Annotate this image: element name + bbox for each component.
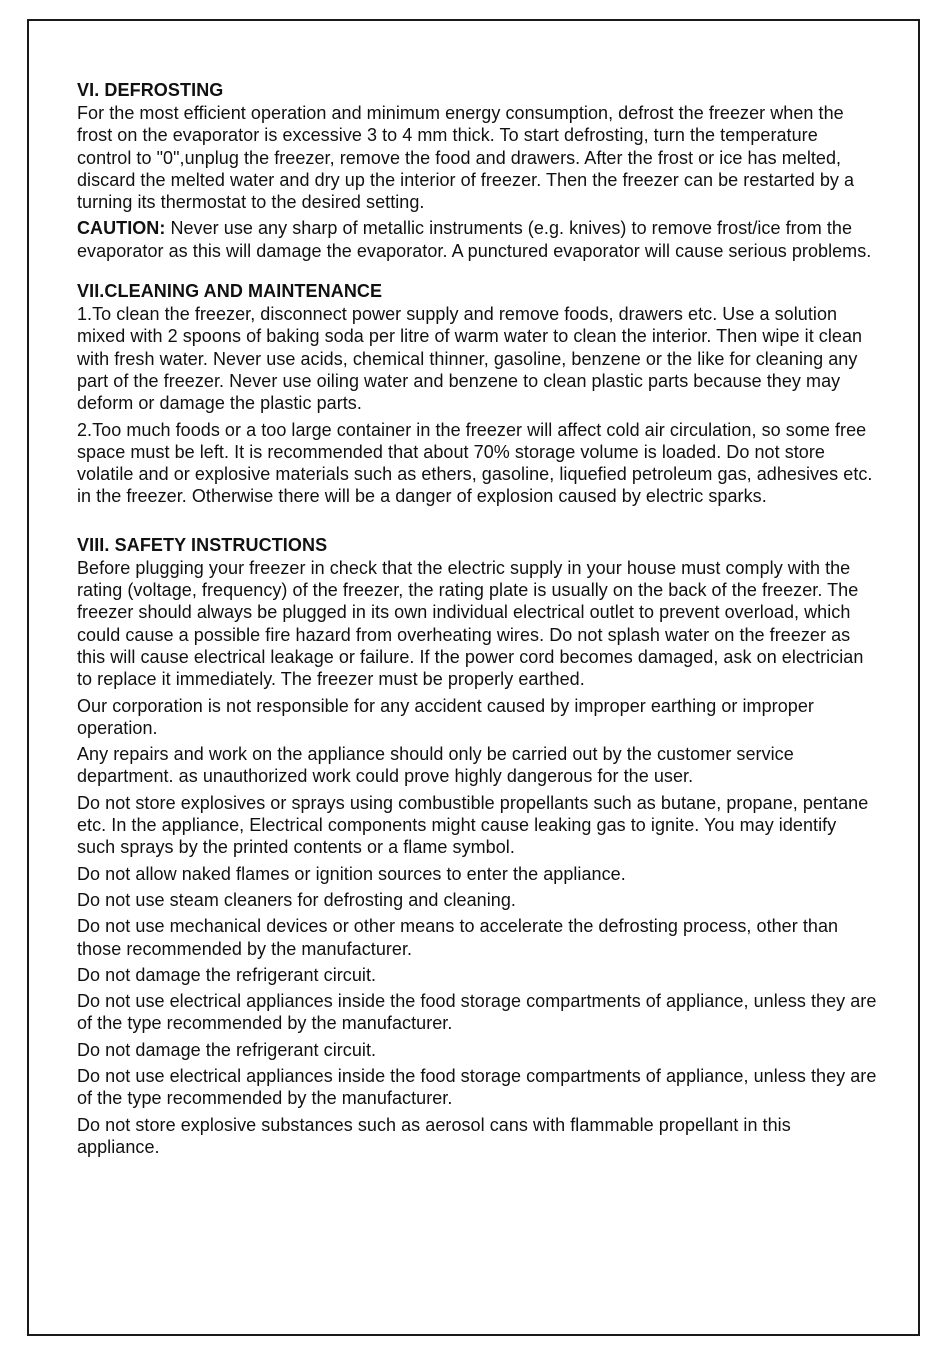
section-safety-instructions [77,534,877,1158]
caution-paragraph [77,217,877,262]
section-heading: VI. DEFROSTING [77,80,224,100]
section-defrosting [77,79,877,262]
section-cleaning-maintenance [77,280,877,508]
document-body [77,79,877,1162]
paragraph: Do not allow naked flames or ignition sources to enter the appliance. [77,863,626,884]
paragraph: Do not use electrical appliances inside the food storage compartments of appliance, unless they are of the type recommended by the manufacturer. [77,991,877,1034]
paragraph: Do not use electrical appliances inside the food storage compartments of appliance, unless they are of the type recommended by the manufacturer. [77,1065,877,1109]
paragraph: 1.To clean the freezer, disconnect power supply and remove foods, drawers etc. Use a solution mixed with 2 spoons of baking soda per litre of warm water to clean the interior. Then wipe it clean with fresh water. Never use acids, chemical thinner, gasoline, benzene or the like for cleaning any part of the freezer. Never use oiling water and benzene to clean plastic parts because they may deform or damage the plastic parts. [77,304,863,414]
paragraph: Do not damage the refrigerant circuit. [77,1039,377,1060]
paragraph: 2.Too much foods or a too large container in the freezer will affect cold air circulation, so some free space must be left. It is recommended that about 70% storage volume is loaded. Do not store volatile and or explosive materials such as ethers, gasoline, liquefied petroleum gas, adhesives etc. in the freezer. Otherwise there will be a danger of explosion caused by electric sparks. [77,419,873,507]
paragraph: For the most efficient operation and minimum energy consumption, defrost the freezer when the frost on the evaporator is excessive 3 to 4 mm thick. To start defrosting, turn the temperature control to "0",unplug the freezer, remove the food and drawers. After the frost or ice has melted, discard the melted water and dry up the interior of freezer. Then the freezer can be restarted by a turning its thermostat to the desired setting. [77,103,855,213]
paragraph: Our corporation is not responsible for any accident caused by improper earthing or improper operation. [77,695,814,738]
paragraph: Before plugging your freezer in check that the electric supply in your house must comply with the rating (voltage, frequency) of the freezer, the rating plate is usually on the back of the freezer. The freezer should always be plugged in its own individual electrical outlet to prevent overload, which could cause a possible fire hazard from overheating wires. Do not splash water on the freezer as this will cause electrical leakage or failure. If the power cord becomes damaged, ask on electrician to replace it immediately. The freezer must be properly earthed. [77,557,864,690]
section-heading: VIII. SAFETY INSTRUCTIONS [77,534,328,555]
caution-label: CAUTION: [77,218,166,239]
paragraph: Do not store explosive substances such as aerosol cans with flammable propellant in this appliance. [77,1114,791,1157]
caution-text: Never use any sharp of metallic instruments (e.g. knives) to remove frost/ice from the evaporator as this will damage the evaporator. A punctured evaporator will cause serious problems. [77,218,872,261]
paragraph: Do not damage the refrigerant circuit. [77,964,377,985]
paragraph: Any repairs and work on the appliance should only be carried out by the customer service department. as unauthorized work could prove highly dangerous for the user. [77,744,794,787]
paragraph: Do not store explosives or sprays using combustible propellants such as butane, propane, pentane etc. In the appliance, Electrical components might cause leaking gas to ignite. You may identify such sprays by the printed contents or a flame symbol. [77,792,869,858]
paragraph: Do not use steam cleaners for defrosting and cleaning. [77,889,516,910]
paragraph: Do not use mechanical devices or other means to accelerate the defrosting process, other than those recommended by the manufacturer. [77,916,839,959]
section-heading: VII.CLEANING AND MAINTENANCE [77,281,383,302]
